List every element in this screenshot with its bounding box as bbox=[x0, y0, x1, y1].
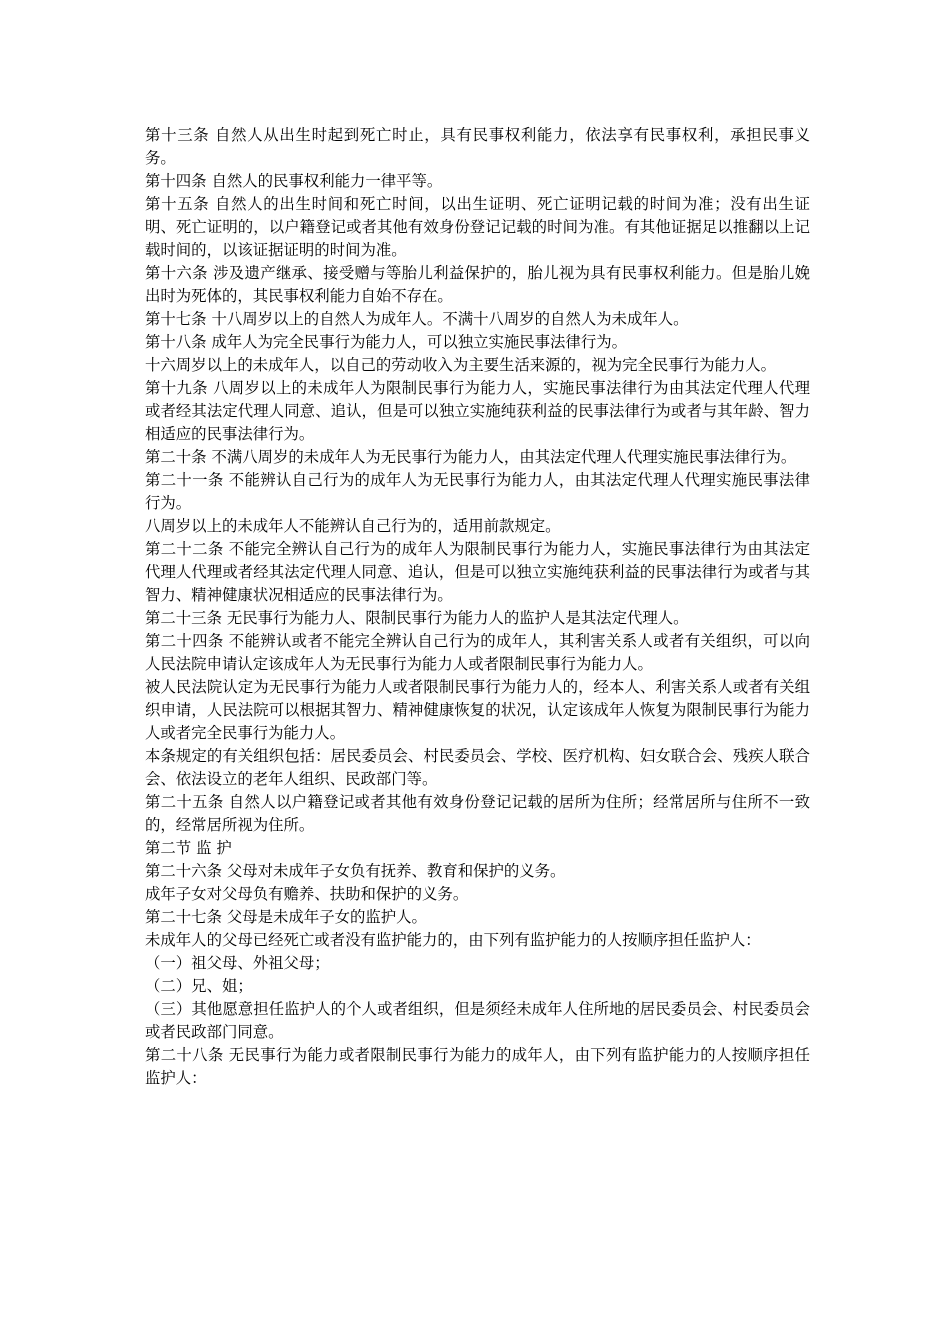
article-26: 第二十六条 父母对未成年子女负有抚养、教育和保护的义务。 bbox=[145, 862, 566, 880]
article-21-clause-2: 八周岁以上的未成年人不能辨认自己行为的，适用前款规定。 bbox=[145, 517, 561, 535]
article-15: 第十五条 自然人的出生时间和死亡时间，以出生证明、死亡证明记载的时间为准；没有出生证明、死亡证明的，以户籍登记或者其他有效身份登记记载的时间为准。有其他证据足以推翻以上记载时间的，以该证据证明的时间为准。 bbox=[145, 195, 810, 259]
article-20: 第二十条 不满八周岁的未成年人为无民事行为能力人，由其法定代理人代理实施民事法律行为。 bbox=[145, 448, 797, 466]
article-23: 第二十三条 无民事行为能力人、限制民事行为能力人的监护人是其法定代理人。 bbox=[145, 609, 689, 627]
article-27: 第二十七条 父母是未成年子女的监护人。 bbox=[145, 908, 427, 926]
document-body bbox=[145, 124, 810, 1090]
article-25: 第二十五条 自然人以户籍登记或者其他有效身份登记记载的居所为住所；经常居所与住所不一致的，经常居所视为住所。 bbox=[145, 793, 810, 834]
article-28: 第二十八条 无民事行为能力或者限制民事行为能力的成年人，由下列有监护能力的人按顺序担任监护人： bbox=[145, 1046, 810, 1087]
article-21: 第二十一条 不能辨认自己行为的成年人为无民事行为能力人，由其法定代理人代理实施民事法律行为。 bbox=[145, 471, 810, 512]
article-27-item-3: （三）其他愿意担任监护人的个人或者组织，但是须经未成年人住所地的居民委员会、村民委员会或者民政部门同意。 bbox=[145, 1000, 810, 1041]
article-18-clause-2: 十六周岁以上的未成年人，以自己的劳动收入为主要生活来源的，视为完全民事行为能力人。 bbox=[145, 356, 777, 374]
article-18: 第十八条 成年人为完全民事行为能力人，可以独立实施民事法律行为。 bbox=[145, 333, 628, 351]
article-27-item-1: （一）祖父母、外祖父母； bbox=[145, 954, 330, 972]
article-16: 第十六条 涉及遗产继承、接受赠与等胎儿利益保护的，胎儿视为具有民事权利能力。但是胎儿娩出时为死体的，其民事权利能力自始不存在。 bbox=[145, 264, 810, 305]
article-24-clause-3: 本条规定的有关组织包括：居民委员会、村民委员会、学校、医疗机构、妇女联合会、残疾人联合会、依法设立的老年人组织、民政部门等。 bbox=[145, 747, 810, 788]
article-22: 第二十二条 不能完全辨认自己行为的成年人为限制民事行为能力人，实施民事法律行为由其法定代理人代理或者经其法定代理人同意、追认，但是可以独立实施纯获利益的民事法律行为或者与其智力、精神健康状况相适应的民事法律行为。 bbox=[145, 540, 810, 604]
article-27-clause-2: 未成年人的父母已经死亡或者没有监护能力的，由下列有监护能力的人按顺序担任监护人： bbox=[145, 931, 761, 949]
section-heading: 第二节 监 护 bbox=[145, 839, 232, 857]
article-14: 第十四条 自然人的民事权利能力一律平等。 bbox=[145, 172, 443, 190]
article-26-clause-2: 成年子女对父母负有赡养、扶助和保护的义务。 bbox=[145, 885, 469, 903]
article-24-clause-2: 被人民法院认定为无民事行为能力人或者限制民事行为能力人的，经本人、利害关系人或者有关组织申请，人民法院可以根据其智力、精神健康恢复的状况，认定该成年人恢复为限制民事行为能力人或者完全民事行为能力人。 bbox=[145, 678, 810, 742]
article-19: 第十九条 八周岁以上的未成年人为限制民事行为能力人，实施民事法律行为由其法定代理人代理或者经其法定代理人同意、追认，但是可以独立实施纯获利益的民事法律行为或者与其年龄、智力相适应的民事法律行为。 bbox=[145, 379, 810, 443]
article-17: 第十七条 十八周岁以上的自然人为成年人。不满十八周岁的自然人为未成年人。 bbox=[145, 310, 689, 328]
article-27-item-2: （二）兄、姐； bbox=[145, 977, 253, 995]
article-13: 第十三条 自然人从出生时起到死亡时止，具有民事权利能力，依法享有民事权利，承担民事义务。 bbox=[145, 126, 810, 167]
article-24: 第二十四条 不能辨认或者不能完全辨认自己行为的成年人，其利害关系人或者有关组织，可以向人民法院申请认定该成年人为无民事行为能力人或者限制民事行为能力人。 bbox=[145, 632, 810, 673]
